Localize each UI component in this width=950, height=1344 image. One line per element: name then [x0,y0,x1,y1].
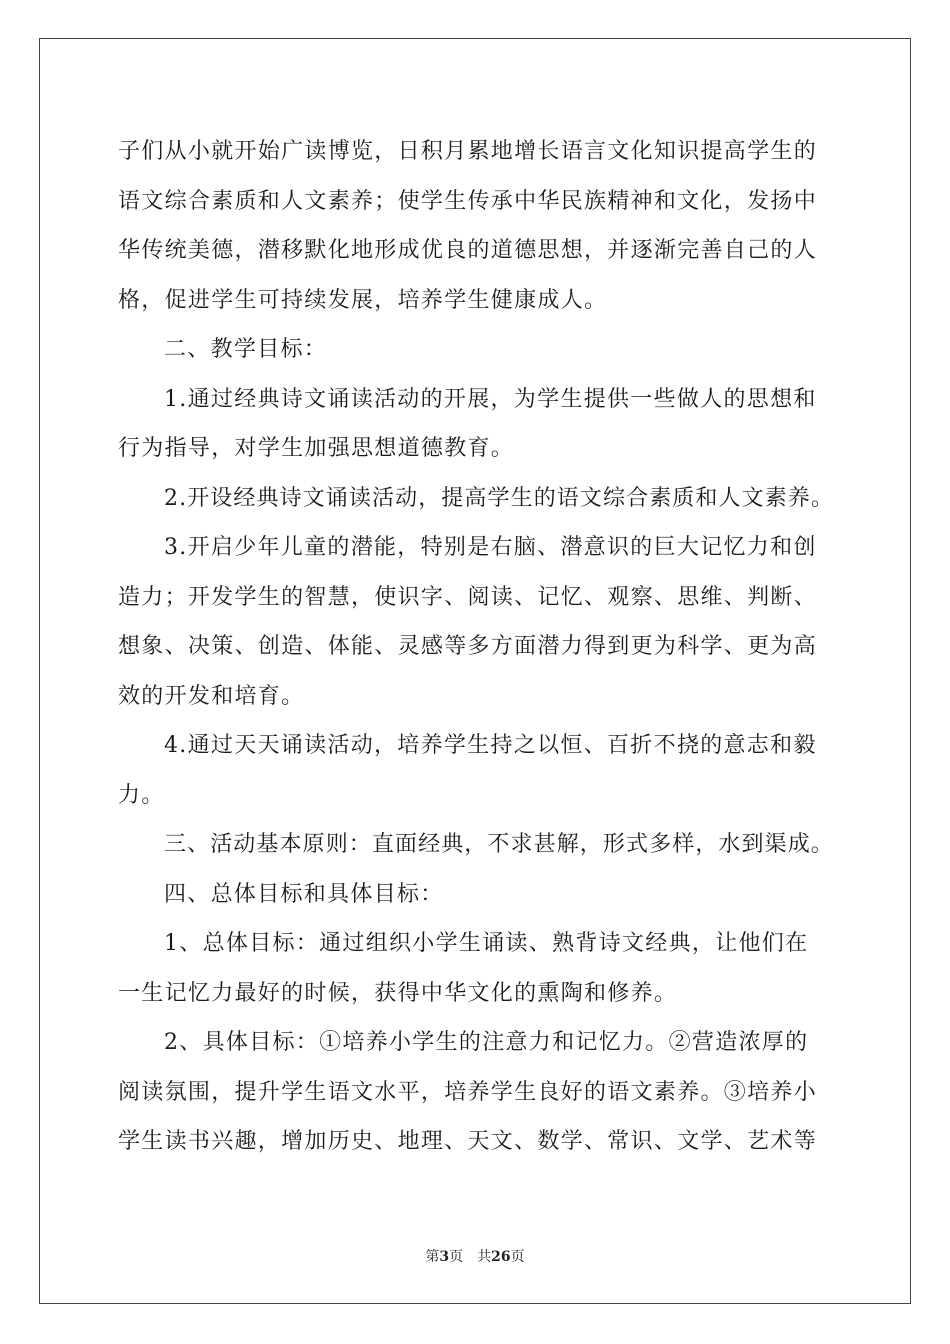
text-line: 格，促进学生可持续发展，培养学生健康成人。 [118,287,608,313]
text-line: 子们从小就开始广读博览，日积月累地增长语言文化知识提高学生的 [118,139,818,164]
text-line: 二、教学目标： [164,337,328,362]
footer-total-suffix: 页 [510,1249,525,1265]
text-line: 四、总体目标和具体目标： [164,881,444,907]
text-line: 4.通过天天诵读活动，培养学生持之以恒、百折不挠的意志和毅 [164,733,817,758]
text-line: 行为指导，对学生加强思想道德教育。 [118,436,515,461]
footer-page-suffix: 页 [449,1249,464,1265]
text-line: 1.通过经典诗文诵读活动的开展，为学生提供一些做人的思想和 [164,386,817,412]
footer-total-prefix: 共 [477,1249,492,1265]
document-body [118,127,838,1167]
text-line: 力。 [118,782,165,808]
text-line: 2.开设经典诗文诵读活动，提高学生的语文综合素质和人文素养。 [164,485,834,511]
text-line: 2、具体目标：①培养小学生的注意力和记忆力。②营造浓厚的 [164,1030,809,1055]
text-line: 1、总体目标：通过组织小学生诵读、熟背诗文经典，让他们在 [164,931,809,956]
text-line: 语文综合素质和人文素养；使学生传承中华民族精神和文化，发扬中 [118,188,818,214]
text-line: 一生记忆力最好的时候，获得中华文化的熏陶和修养。 [118,980,678,1006]
text-line: 学生读书兴趣，增加历史、地理、天文、数学、常识、文学、艺术等 [118,1129,818,1154]
text-line: 三、活动基本原则：直面经典，不求甚解，形式多样，水到渠成。 [164,832,834,857]
footer-page-prefix: 第 [425,1249,440,1265]
text-line: 华传统美德，潜移默化地形成优良的道德思想，并逐渐完善自己的人 [118,238,818,263]
footer-page-number: 3 [439,1249,450,1265]
text-line: 想象、决策、创造、体能、灵感等多方面潜力得到更为科学、更为高 [118,634,818,659]
page-footer [0,1248,950,1266]
text-line: 效的开发和培育。 [118,683,305,709]
text-line: 造力；开发学生的智慧，使识字、阅读、记忆、观察、思维、判断、 [118,584,818,610]
text-line: 阅读氛围，提升学生语文水平，培养学生良好的语文素养。③培养小 [118,1079,818,1105]
footer-total-pages: 26 [491,1249,511,1265]
text-line: 3.开启少年儿童的潜能，特别是右脑、潜意识的巨大记忆力和创 [164,535,817,560]
